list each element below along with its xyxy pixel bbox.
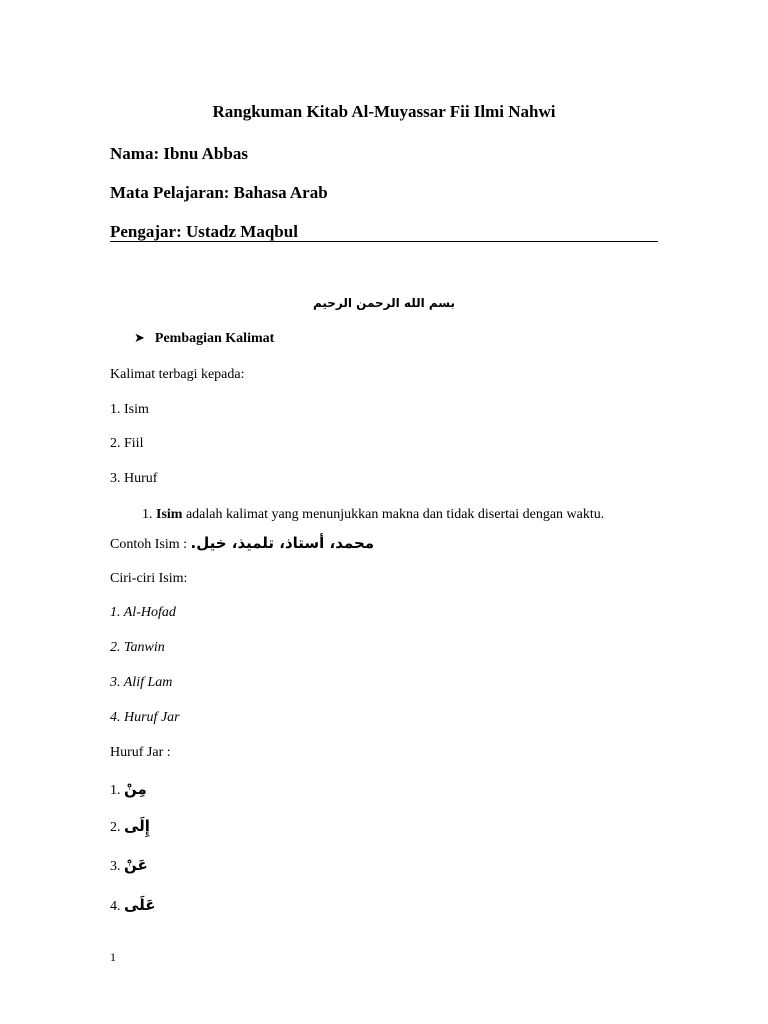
jar-number: 3. [110, 859, 121, 874]
example-label: Contoh Isim : [110, 537, 188, 552]
jar-number: 1. [110, 783, 121, 798]
list-item [110, 780, 147, 799]
jar-arabic: عَنْ [124, 856, 148, 874]
jar-number: 2. [110, 820, 121, 835]
list-item: 3. Huruf [110, 471, 158, 486]
arrow-bullet-icon: ➤ [134, 331, 145, 346]
isim-definition [142, 507, 604, 523]
isim-term: Isim [156, 507, 183, 522]
teacher-line: Pengajar: Ustadz Maqbul [110, 222, 298, 241]
list-item: 1. Isim [110, 402, 149, 417]
basmalah: بسم الله الرحمن الرحيم [312, 296, 456, 310]
list-item [110, 896, 156, 915]
isim-definition-text: adalah kalimat yang menunjukkan makna dan tidak disertai dengan waktu. [185, 507, 605, 522]
jar-arabic: عَلَى [124, 896, 156, 914]
example-arabic: محمد، أستاذ، تلميذ، خيل. [190, 534, 375, 552]
list-item: 4. Huruf Jar [110, 710, 180, 725]
section-heading [134, 331, 274, 347]
list-item: 3. Alif Lam [110, 675, 173, 690]
student-name: Nama: Ibnu Abbas [110, 144, 248, 163]
page-number: 1 [110, 950, 116, 964]
list-item [110, 817, 150, 836]
ciri-label: Ciri-ciri Isim: [110, 571, 188, 586]
list-item: 1. Al-Hofad [110, 605, 176, 620]
isim-example [110, 534, 374, 553]
section-heading-label: Pembagian Kalimat [154, 331, 275, 346]
jar-arabic: مِنْ [124, 780, 147, 798]
intro-text: Kalimat terbagi kepada: [110, 367, 245, 382]
list-item: 2. Tanwin [110, 640, 165, 655]
huruf-jar-label: Huruf Jar : [110, 745, 171, 760]
jar-number: 4. [110, 899, 121, 914]
list-item: 2. Fiil [110, 436, 144, 451]
subject-line: Mata Pelajaran: Bahasa Arab [110, 183, 328, 202]
document-title: Rangkuman Kitab Al-Muyassar Fii Ilmi Nahwi [212, 102, 556, 121]
list-item [110, 856, 148, 875]
header-divider [110, 241, 658, 242]
isim-number: 1. [142, 507, 153, 522]
jar-arabic: إِلَى [124, 817, 150, 835]
